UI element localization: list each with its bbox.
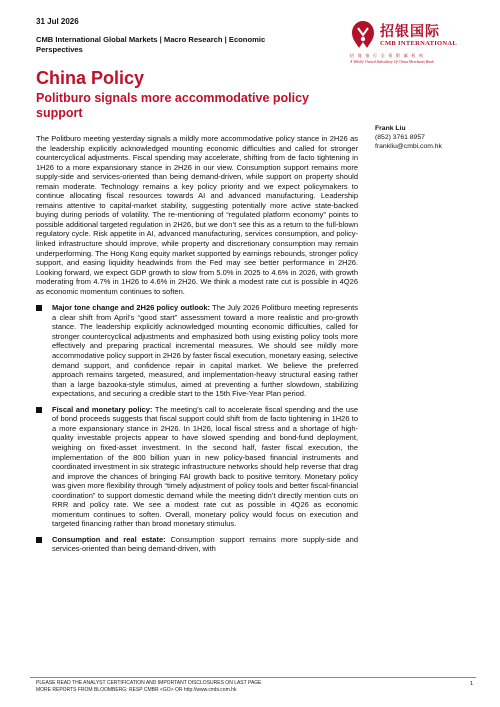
bullet-heading: Consumption and real estate:: [52, 534, 166, 544]
page-footer: [36, 680, 262, 693]
report-title: China Policy: [36, 68, 145, 88]
cmbi-emblem-icon: [350, 20, 376, 50]
bullet-square-icon: [36, 537, 42, 543]
logo-english-name: CMB INTERNATIONAL: [380, 40, 458, 47]
bullet-heading: Major tone change and 2H26 policy outlook:: [52, 303, 211, 313]
analyst-email[interactable]: frankliu@cmbi.com.hk: [375, 143, 442, 151]
analyst-phone: (852) 3761 8957: [375, 134, 425, 142]
company-logo: [350, 20, 470, 90]
report-date: 31 Jul 2026: [36, 17, 79, 26]
bullet-policy-outlook: [36, 303, 358, 398]
report-subtitle: Politburo signals more accommodative policy support: [36, 91, 309, 120]
footer-disclosure: PLEASE READ THE ANALYST CERTIFICATION AND IMPORTANT DISCLOSURES ON LAST PAGE: [36, 680, 262, 686]
bullet-text: The meeting’s call to accelerate fiscal spending and the use of bond proceeds suggests that fiscal support could shift from de facto tightening in 1H26 to a more expansionary stance in 2H26. In 1H26, local fiscal stress and a shortage of high-quality investable projects appear to have slowed spending and bond-fund deployment, weighing on fixed-asset investment. In the second half, faster fiscal execution, the implementation of the 800 billion yuan in new policy-based financial instruments and coordinated investment in six strategic infrastructure networks should help reverse that drag and improve the chances of bringing FAI growth back to positive territory. Monetary policy was given more flexibility through “timely adjustment of policy tools and better fiscal-financial coordination” to support domestic demand while the meeting didn’t directly mention cuts on RRR and policy rate. We see a modest rate cut as possible in 4Q26 as economic momentum continues to soften. Overall, monetary policy would focus on execution and targeted financing rather than broad monetary stimulus.: [52, 404, 359, 529]
bullet-fiscal-monetary: [36, 405, 358, 529]
analyst-contact: [375, 124, 442, 152]
bullet-text: Consumption support remains more supply-side and services-oriented than being demand-driven, with: [52, 534, 359, 554]
report-series: CMB International Global Markets | Macro Research | Economic Perspectives: [36, 35, 266, 54]
logo-chinese-tagline: 招 商 银 行 全 资 附 属 机 构: [350, 53, 425, 58]
bullet-text: The July 2026 Politburo meeting represents a clear shift from April’s “good start” assessment toward a more realistic and pro-growth stance. The leadership explicitly acknowledged mounting economic difficulties, called for stronger countercyclical adjustments and emphasized both using existing policy tools more effectively and preparing practical incremental measures. We should see mildly more accommodative policy support in 2H26 by faster fiscal execution, monetary easing, selective demand support, and confidence repair in capital market. We believe the preferred approach remains targeted, measured, and implementation-heavy structural easing rather than a large bazooka-style stimulus, aimed at preventing a further slowdown, stabilizing expectations, and securing a credible start to the 15th Five-Year Plan period.: [52, 303, 359, 399]
bullet-square-icon: [36, 305, 42, 311]
footer-divider: [30, 677, 476, 678]
analyst-name: Frank Liu: [375, 125, 406, 132]
intro-paragraph: The Politburo meeting yesterday signals a mildly more accommodative policy stance in 2H26 as the leadership explicitly acknowledged mounting economic difficulties and called for stronger countercyclical adjustments. Fiscal spending may accelerate, shifting from de facto tightening in 1H26 to a more expansionary stance in 2H26 in our view. Consumption support remains more supply-side and services-oriented than being demand-driven, while support on property should remain moderate. Technology remains a key policy priority and we expect policymakers to continue allocating fiscal resources towards AI and advanced manufacturing. Leadership remains attentive to capital-market stability, suggesting potentially more active state-backed buying during periods of volatility. The re-mentioning of “regulated platform economy” points to possible additional targeted regulation in 2H26, but we don’t see this as a return to the full-blown regulatory cycle. Risk appetite in AI, advanced manufacturing, services consumption, and policy-linked infrastructure should improve, while property and discretionary consumption may remain underperforming. The Hong Kong equity market supported by earnings rebounds, stronger policy support, and easing liquidity headwinds from the Fed may see better performance in 2H26. Looking forward, we expect GDP growth to slow from 5.0% in 2025 to 4.6% in 2026, with growth moderating from 4.7% in 1H26 to 4.6% in 2H26. We think a modest rate cut is possible in 4Q26 as economic momentum continues to soften.: [36, 134, 358, 296]
page-number: 1: [470, 681, 474, 687]
logo-english-tagline: A Wholly Owned Subsidiary Of China Merchants Bank: [350, 60, 434, 64]
bullet-heading: Fiscal and monetary policy:: [52, 404, 153, 414]
footer-more-reports[interactable]: MORE REPORTS FROM BLOOMBERG: RESP CMBR <GO> OR http://www.cmbi.com.hk: [36, 686, 237, 693]
bullet-consumption-real-estate: [36, 535, 358, 554]
report-body: [36, 134, 358, 560]
bullet-square-icon: [36, 407, 42, 413]
logo-chinese-name: 招银国际: [380, 24, 440, 40]
